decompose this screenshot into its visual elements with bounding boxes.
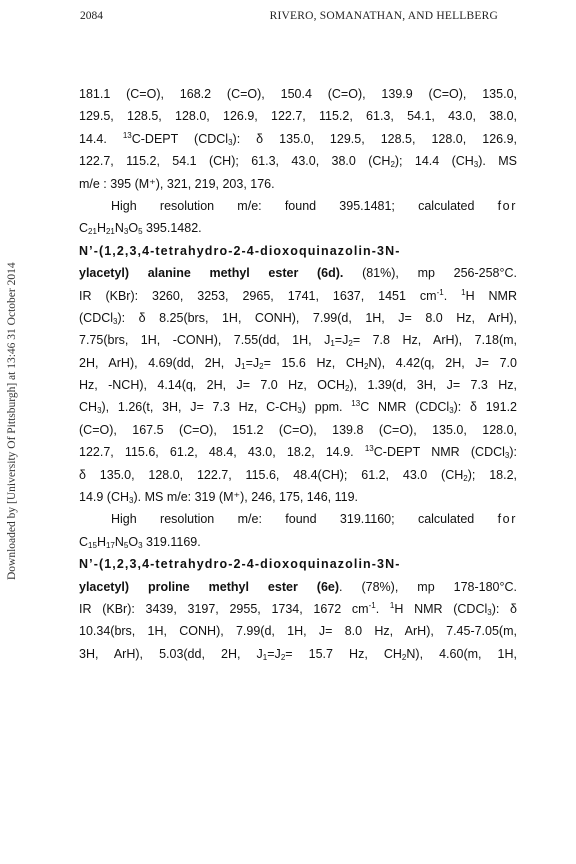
body-line: $CH_3$), 1.26(t, 3H, J= 7.3 Hz, $C-CH_3$) ppm. $^{13}$C NMR (CDCl$_3$): δ 191.2	[79, 399, 517, 416]
body-line: 7.75(brs, 1H, -CONH), 7.55(dd, 1H, $J_1=J_2= 7.8$ Hz, ArH), 7.18(m,	[79, 333, 517, 349]
body-line: 14.9 $(CH_3)$. MS m/e: 319 (M⁺), 246, 175, 146, 119.	[79, 490, 359, 506]
body-line: IR (KBr): 3439, 3197, 2955, 1734, 1672 $cm^{-1}$. $^1$H NMR (CDCl$_3$): δ	[79, 600, 517, 617]
body-line: (C=O), 167.5 (C=O), 151.2 (C=O), 139.8 (C=O), 135.0, 128.0,	[79, 422, 517, 437]
compound-title-line: ylacetyl) alanine methyl ester (6d). (81%), mp 256-258°C.	[79, 266, 517, 281]
compound-title: N’-(1,2,3,4-tetrahydro-2-4-dioxoquinazolin-3N-	[79, 243, 401, 258]
page-header	[80, 10, 498, 26]
running-head: RIVERO, SOMANATHAN, AND HELLBERG	[269, 10, 498, 22]
page-number: 2084	[80, 10, 103, 22]
formula-line: $C_{21}H_{21}N_3O_5$ 395.1482.	[79, 221, 202, 237]
hrms-line: High resolution m/e: found 395.1481; calculated for	[111, 198, 517, 213]
body-line: 129.5, 128.5, 128.0, 126.9, 122.7, 115.2, 61.3, 54.1, 43.0, 38.0,	[79, 109, 517, 124]
body-line: 181.1 (C=O), 168.2 (C=O), 150.4 (C=O), 139.9 (C=O), 135.0,	[79, 87, 517, 101]
compound-title: N’-(1,2,3,4-tetrahydro-2-4-dioxoquinazolin-3N-	[79, 557, 401, 572]
body-line: m/e : 395 (M⁺), 321, 219, 203, 176.	[79, 176, 275, 191]
body-line: 122.7, 115.2, 54.1 (CH); 61.3, 43.0, 38.0 $(CH_2)$; 14.4 $(CH_3)$. MS	[79, 154, 517, 170]
compound-title-line: ylacetyl) proline methyl ester (6e). (78%), mp 178-180°C.	[79, 579, 517, 594]
body-line: IR (KBr): 3260, 3253, 2965, 1741, 1637, 1451 $cm^{-1}$. $^1$H NMR	[79, 287, 517, 303]
article-body	[79, 83, 517, 665]
body-line: 10.34(brs, 1H, CONH), 7.99(d, 1H, J= 8.0 Hz, ArH), 7.45-7.05(m,	[79, 624, 517, 639]
body-line: δ 135.0, 128.0, 122.7, 115.6, 48.4(CH); 61.2, 43.0 $(CH_2)$; 18.2,	[79, 467, 517, 483]
body-line: 2H, ArH), 4.69(dd, 2H, $J_1=J_2= 15.6$ Hz, $CH_2N$), 4.42(q, 2H, J= 7.0	[79, 355, 517, 371]
body-line: 14.4. $^{13}$C-DEPT (CDCl$_3$): δ 135.0, 129.5, 128.5, 128.0, 126.9,	[79, 130, 517, 147]
body-line: 3H, ArH), 5.03(dd, 2H, $J_1=J_2= 15.7$ Hz, $CH_2N$), 4.60(m, 1H,	[79, 646, 517, 662]
body-line: 122.7, 115.6, 61.2, 48.4, 43.0, 18.2, 14.9. $^{13}$C-DEPT NMR (CDCl$_3$):	[79, 444, 517, 461]
formula-line: $C_{15}H_{17}N_5O_3$ 319.1169.	[79, 534, 201, 550]
hrms-line: High resolution m/e: found 319.1160; calculated for	[111, 512, 517, 527]
download-notice: Downloaded by [University Of Pittsburgh] at 13:46 31 October 2014	[6, 262, 18, 580]
body-line: (CDCl$_3$): δ 8.25(brs, 1H, CONH), 7.99(d, 1H, J= 8.0 Hz, ArH),	[79, 310, 517, 326]
body-line: Hz, -NCH), 4.14(q, 2H, J= 7.0 Hz, $OCH_2$), 1.39(d, 3H, J= 7.3 Hz,	[79, 378, 517, 394]
